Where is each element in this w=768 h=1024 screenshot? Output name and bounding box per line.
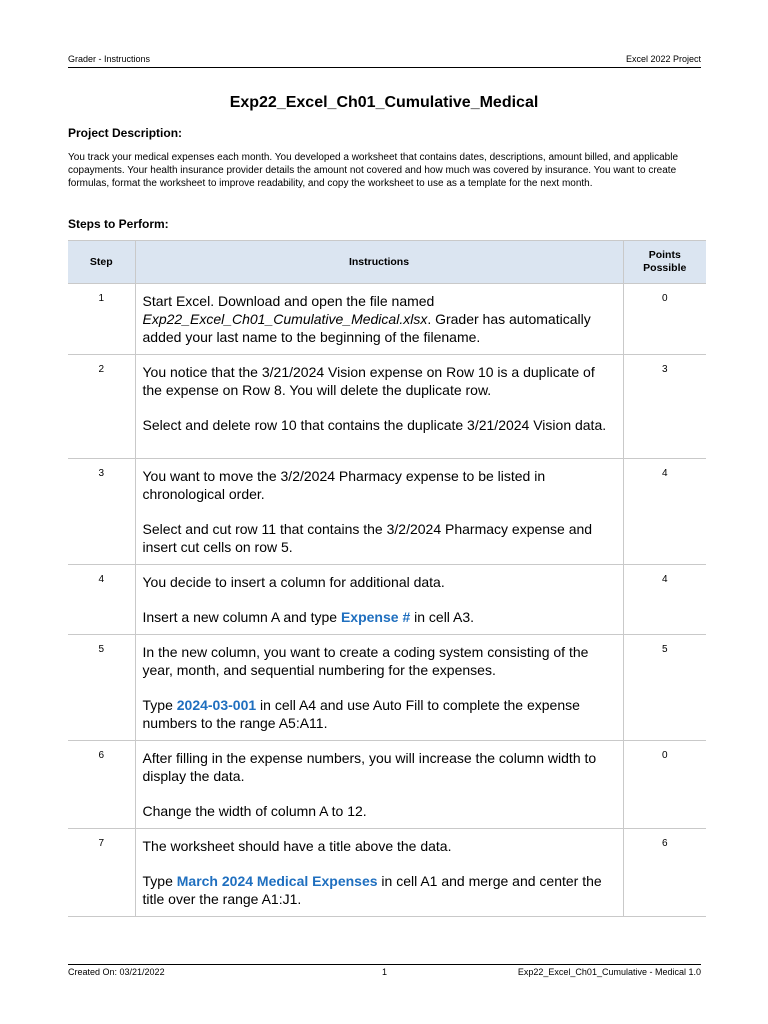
- step-number: 4: [68, 565, 135, 635]
- table-header-row: [68, 241, 706, 284]
- header-points: [623, 241, 706, 284]
- page-footer: [68, 964, 701, 977]
- table-row: [68, 355, 706, 459]
- instruction-text: Start Excel. Download and open the file named: [142, 293, 435, 309]
- page-number: 1: [382, 967, 388, 977]
- step-instructions: [135, 565, 623, 635]
- table-row: [68, 741, 706, 829]
- table-row: [68, 635, 706, 741]
- highlighted-value: 2024-03-001: [176, 697, 257, 713]
- instruction-text: Insert a new column A and type: [142, 609, 341, 625]
- instruction-paragraph: You want to move the 3/2/2024 Pharmacy expense to be listed in chronological order.: [142, 468, 546, 502]
- filename-text: Exp22_Excel_Ch01_Cumulative_Medical.xlsx: [142, 311, 428, 327]
- instruction-text: in cell A3.: [410, 609, 475, 625]
- instruction-paragraph: Select and cut row 11 that contains the 3/2/2024 Pharmacy expense and insert cut cells on row 5.: [142, 521, 593, 555]
- table-row: [68, 829, 706, 917]
- instruction-paragraph: In the new column, you want to create a coding system consisting of the year, month, and sequential numbering for the expenses.: [142, 644, 589, 678]
- instruction-text: . Grader has automatically added your last name to the beginning of the filename.: [142, 311, 591, 345]
- instruction-paragraph: You decide to insert a column for additional data.: [142, 574, 445, 590]
- instruction-paragraph: Select and delete row 10 that contains the duplicate 3/21/2024 Vision data.: [142, 417, 607, 433]
- steps-table: [68, 240, 706, 917]
- instruction-paragraph: [143, 292, 615, 346]
- table-row: [68, 565, 706, 635]
- step-number: 6: [68, 741, 135, 829]
- instruction-text: in cell A1 and merge and center the title over the range A1:J1.: [142, 873, 602, 907]
- step-instructions: [135, 355, 623, 459]
- step-points: 0: [623, 284, 706, 355]
- footer-doc-id: Exp22_Excel_Ch01_Cumulative - Medical 1.0: [517, 967, 701, 977]
- step-instructions: [135, 459, 623, 565]
- highlighted-value: March 2024 Medical Expenses: [176, 873, 378, 889]
- steps-heading: Steps to Perform:: [68, 217, 169, 231]
- instruction-paragraph: [143, 696, 615, 732]
- header-right: Excel 2022 Project: [625, 54, 701, 64]
- instruction-text: in cell A4 and use Auto Fill to complete the expense numbers to the range A5:A11.: [142, 697, 580, 731]
- step-points: 0: [623, 741, 706, 829]
- instruction-paragraph: You notice that the 3/21/2024 Vision expense on Row 10 is a duplicate of the expense on Row 8. You will delete the duplicate row.: [142, 364, 595, 398]
- instruction-text: Type: [142, 873, 177, 889]
- document-title: Exp22_Excel_Ch01_Cumulative_Medical: [229, 94, 539, 111]
- header-step: Step: [68, 241, 135, 284]
- page-header: [68, 54, 701, 68]
- step-points: 4: [623, 459, 706, 565]
- project-description-heading: Project Description:: [68, 126, 183, 140]
- instruction-paragraph: The worksheet should have a title above the data.: [142, 838, 452, 854]
- step-number: 2: [68, 355, 135, 459]
- table-row: [68, 459, 706, 565]
- footer-created-on: Created On: 03/21/2022: [68, 967, 165, 977]
- header-left: Grader - Instructions: [68, 54, 151, 64]
- step-number: 5: [68, 635, 135, 741]
- step-instructions: [135, 635, 623, 741]
- step-points: 3: [623, 355, 706, 459]
- instruction-paragraph: [143, 872, 615, 908]
- instruction-paragraph: [143, 608, 615, 626]
- project-description-text: You track your medical expenses each month. You developed a worksheet that contains dates, descriptions, amount billed, and applicable copayments. Your health insurance provider details the amount not covered and how much was covered by insurance. You want to create formulas, format the worksheet to improve readability, and copy the worksheet to use as a template for the next month.: [68, 152, 679, 189]
- step-instructions: [135, 741, 623, 829]
- instruction-paragraph: After filling in the expense numbers, you will increase the column width to display the data.: [142, 750, 597, 784]
- step-instructions: [135, 284, 623, 355]
- step-number: 3: [68, 459, 135, 565]
- step-points: 6: [623, 829, 706, 917]
- step-number: 1: [68, 284, 135, 355]
- highlighted-value: Expense #: [340, 609, 411, 625]
- step-number: 7: [68, 829, 135, 917]
- step-instructions: [135, 829, 623, 917]
- step-points: 5: [623, 635, 706, 741]
- header-points-label: Points Possible: [643, 249, 687, 274]
- instruction-paragraph: Change the width of column A to 12.: [142, 803, 367, 819]
- header-instructions: Instructions: [135, 241, 623, 284]
- table-row: [68, 284, 706, 355]
- instruction-text: Type: [142, 697, 177, 713]
- step-points: 4: [623, 565, 706, 635]
